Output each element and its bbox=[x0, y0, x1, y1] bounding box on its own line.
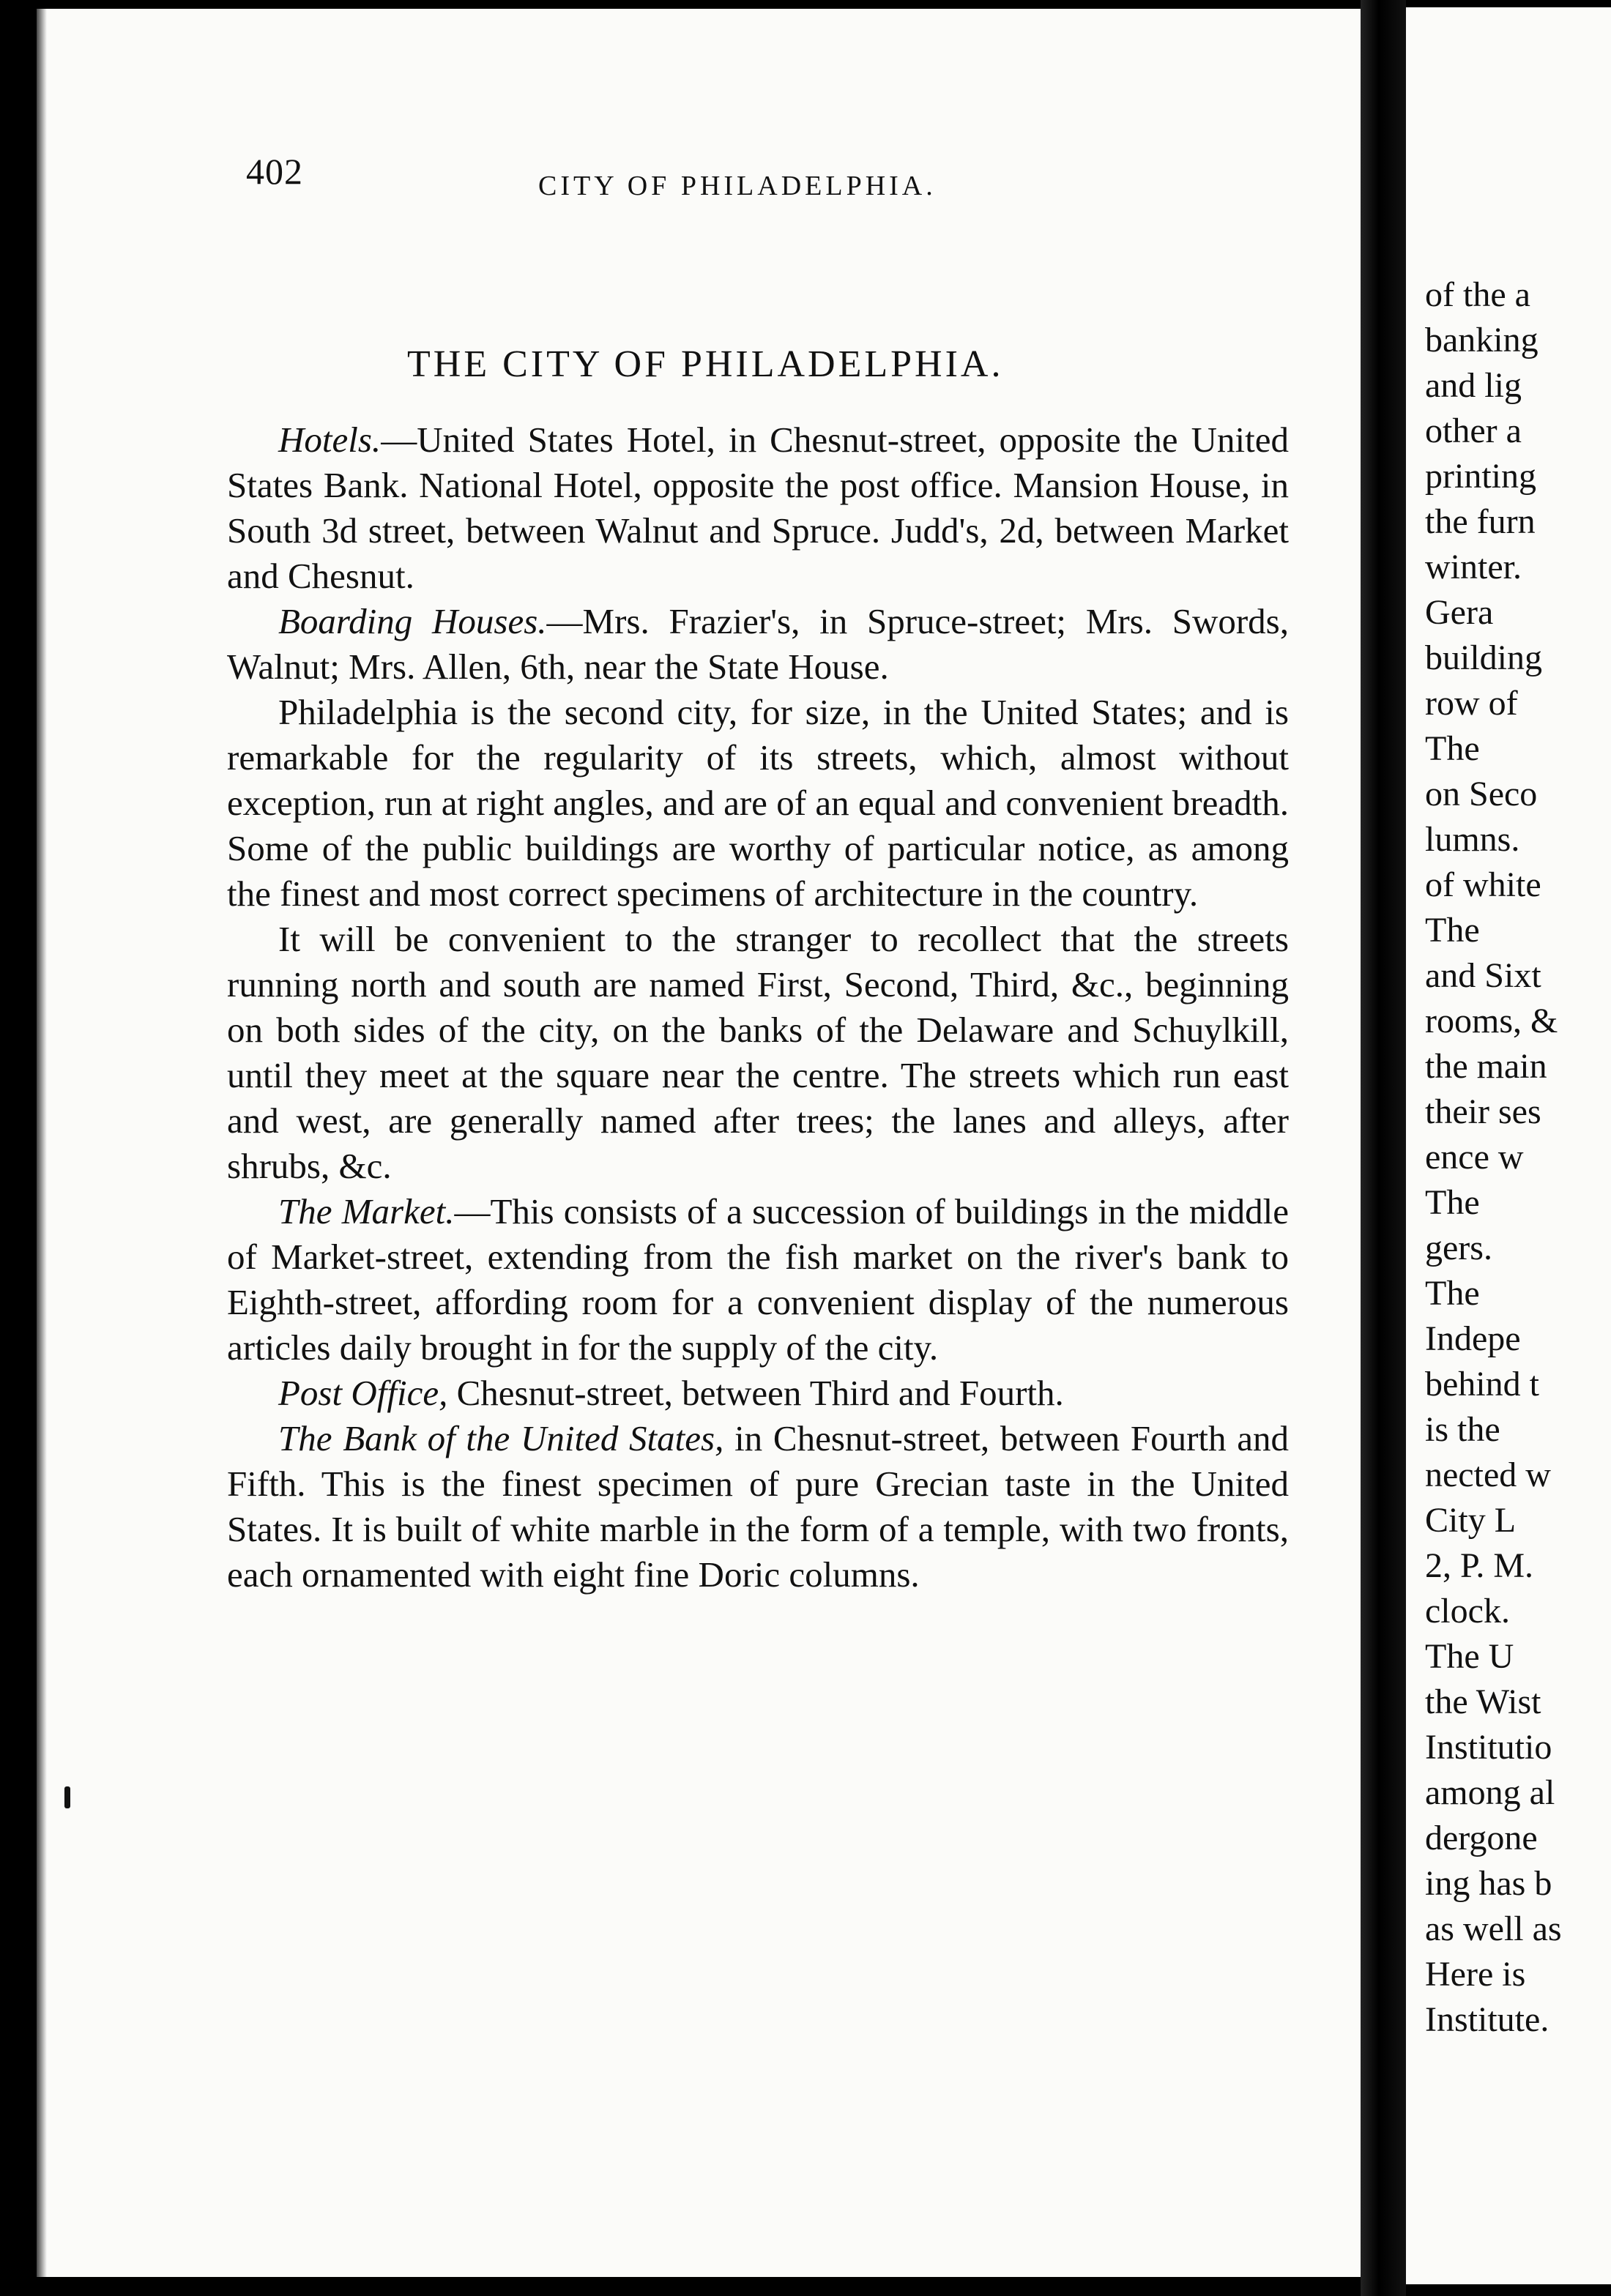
paragraph-boarding-houses bbox=[227, 599, 1289, 690]
page-edge-shadow bbox=[37, 9, 47, 2277]
paragraph-hotels bbox=[227, 417, 1289, 599]
paragraph-text: Philadelphia is the second city, for size, in the United States; and is remarkable for the regularity of its streets, which, almost without exception, run at right angles, and are of an equal and convenient breadth. Some of the public buildings are worthy of particular notice, as among the finest and most correct specimens of architecture in the country. bbox=[227, 692, 1289, 914]
right-page-line: behind t bbox=[1425, 1365, 1539, 1404]
right-page-line: rooms, & bbox=[1425, 1002, 1558, 1040]
right-page-line: the furn bbox=[1425, 502, 1536, 541]
right-page-line: banking bbox=[1425, 321, 1539, 359]
paragraph-lead: Post Office, bbox=[278, 1373, 448, 1413]
page-title: THE CITY OF PHILADELPHIA. bbox=[407, 343, 1004, 385]
paragraph-text: —This consists of a succession of buildings in the middle of Market-street, extending from the fish market on the river's bank to Eighth-street, affording room for a convenient display of the numerous articles daily brought in for the supply of the city. bbox=[227, 1191, 1289, 1368]
right-page-line: dergone bbox=[1425, 1819, 1538, 1857]
right-page-line: lumns. bbox=[1425, 820, 1520, 859]
right-page-line: Here is bbox=[1425, 1955, 1526, 1994]
right-page-line: The bbox=[1425, 1183, 1480, 1222]
right-page-line: their ses bbox=[1425, 1092, 1541, 1131]
right-page-line: is the bbox=[1425, 1410, 1500, 1449]
right-page-line: City L bbox=[1425, 1501, 1517, 1540]
right-page-line: The bbox=[1425, 729, 1480, 768]
paragraph-market bbox=[227, 1189, 1289, 1371]
paragraph-text: It will be convenient to the stranger to recollect that the streets running north and south are named First, Second, Third, &c., beginning on both sides of the city, on the banks of the Delaware and Schuylkill, until they meet at the square near the centre. The streets which run east and west, are generally named after trees; the lanes and alleys, after shrubs, &c. bbox=[227, 919, 1289, 1186]
paragraph-lead: The Market. bbox=[278, 1191, 455, 1231]
right-page-line: The bbox=[1425, 911, 1480, 950]
paragraph-text: —United States Hotel, in Chesnut-street, opposite the United States Bank. National Hotel, opposite the post office. Mansion House, in South 3d street, between Walnut and Spruce. Judd's, 2d, between Market and Chesnut. bbox=[227, 420, 1289, 596]
right-page-line: of the a bbox=[1425, 275, 1530, 314]
right-page-line: Institute. bbox=[1425, 2000, 1549, 2039]
right-page-line: ing has b bbox=[1425, 1864, 1552, 1903]
right-page-line: the Wist bbox=[1425, 1682, 1541, 1721]
right-page-line: the main bbox=[1425, 1047, 1547, 1086]
right-page-line: Gera bbox=[1425, 593, 1494, 632]
paragraph-lead: The Bank of the United States, bbox=[278, 1418, 724, 1458]
right-page-line: other a bbox=[1425, 411, 1522, 450]
right-page-line: on Seco bbox=[1425, 775, 1538, 813]
right-page-line: winter. bbox=[1425, 548, 1522, 586]
margin-mark bbox=[64, 1786, 70, 1808]
paragraph-lead: Hotels. bbox=[278, 420, 382, 460]
paragraph-post-office bbox=[227, 1371, 1289, 1416]
right-page-line: The U bbox=[1425, 1637, 1514, 1676]
paragraph-street-names bbox=[227, 917, 1289, 1189]
right-page-line: as well as bbox=[1425, 1909, 1562, 1948]
paragraph-bank bbox=[227, 1416, 1289, 1598]
right-page-line: of white bbox=[1425, 865, 1541, 904]
right-page-line: gers. bbox=[1425, 1229, 1492, 1267]
right-page-line: ence w bbox=[1425, 1138, 1524, 1177]
paragraph-text: Chesnut-street, between Third and Fourth. bbox=[447, 1373, 1064, 1413]
right-page-line: building bbox=[1425, 638, 1543, 677]
right-page-line: among al bbox=[1425, 1773, 1555, 1812]
book-gutter bbox=[1361, 0, 1406, 2296]
running-head: CITY OF PHILADELPHIA. bbox=[538, 171, 937, 201]
right-page-text bbox=[1425, 272, 1611, 2043]
right-page-line: row of bbox=[1425, 684, 1518, 723]
page-number: 402 bbox=[246, 151, 303, 192]
right-page-line: 2, P. M. bbox=[1425, 1546, 1534, 1585]
paragraph-lead: Boarding Houses. bbox=[278, 601, 547, 641]
paragraph-text: in Chesnut-street, between Fourth and Fifth. This is the finest specimen of pure Grecian taste in the United States. It is built of white marble in the form of a temple, with two fronts, each ornamented with eight fine Doric columns. bbox=[227, 1418, 1289, 1595]
right-page-line: Institutio bbox=[1425, 1728, 1552, 1767]
right-page-line: printing bbox=[1425, 457, 1536, 496]
right-page-line: and Sixt bbox=[1425, 956, 1541, 995]
right-page-line: clock. bbox=[1425, 1592, 1510, 1630]
right-page bbox=[1406, 7, 1611, 2284]
right-page-line: nected w bbox=[1425, 1456, 1551, 1494]
paragraph-city-size bbox=[227, 690, 1289, 917]
body-text bbox=[227, 417, 1289, 1598]
right-page-line: The bbox=[1425, 1274, 1480, 1313]
right-page-line: Indepe bbox=[1425, 1319, 1521, 1358]
right-page-line: and lig bbox=[1425, 366, 1522, 405]
paragraph-text: —Mrs. Frazier's, in Spruce-street; Mrs. Swords, Walnut; Mrs. Allen, 6th, near the State House. bbox=[227, 601, 1289, 687]
